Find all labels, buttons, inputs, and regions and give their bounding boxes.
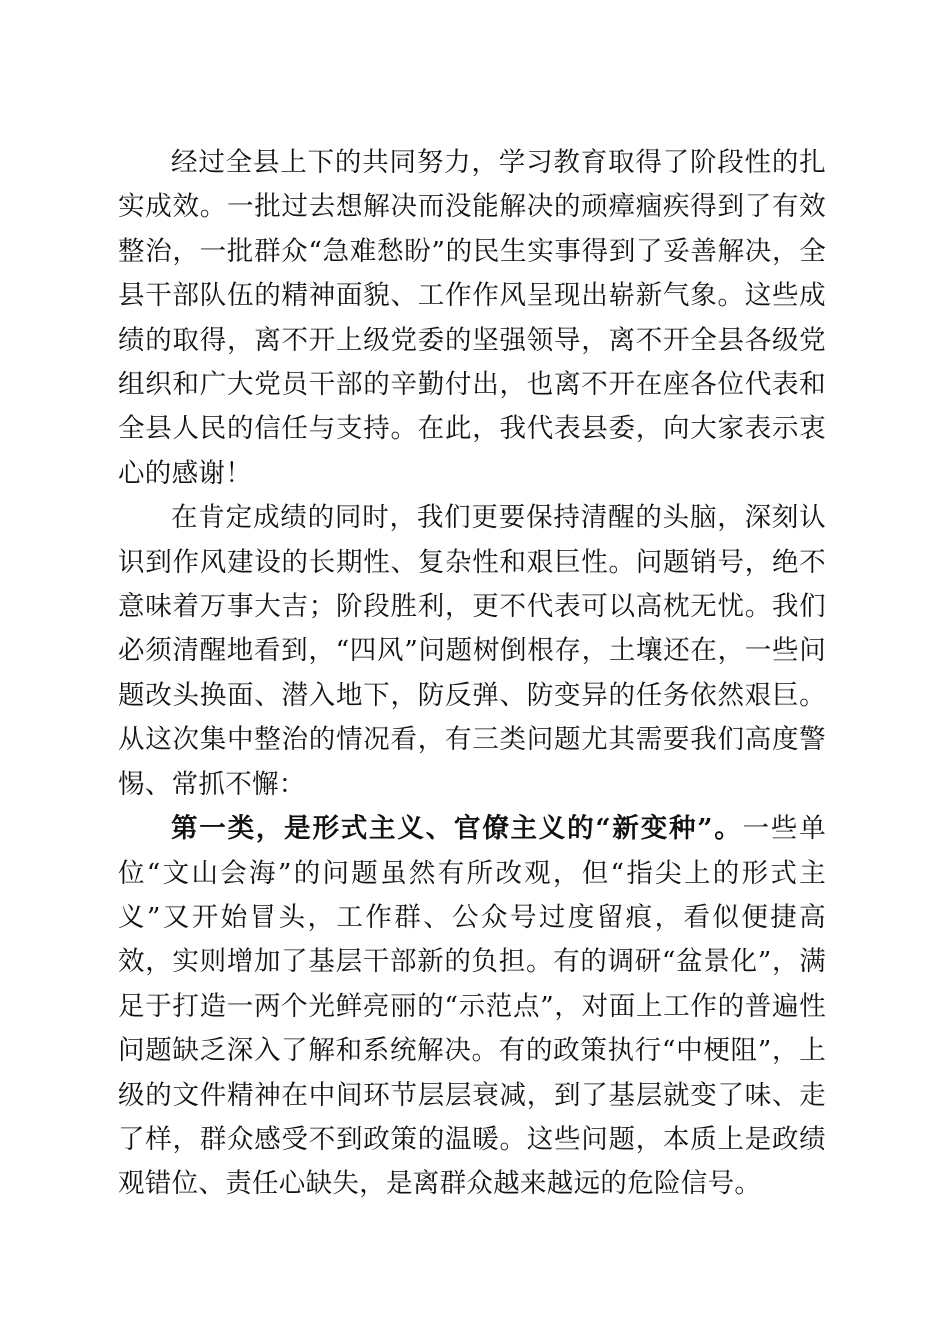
paragraph-text: 一些单位“文山会海”的问题虽然有所改观，但“指尖上的形式主义”又开始冒头，工作群、公众号过度留痕，看似便捷高效，实则增加了基层干部新的负担。有的调研“盆景化”，满足于打造一两个光鲜亮丽的“示范点”，对面上工作的普遍性问题缺乏深入了解和系统解决。有的政策执行“中梗阻”，上级的文件精神在中间环节层层衰减，到了基层就变了味、走了样，群众感受不到政策的温暖。这些问题，本质上是政绩观错位、责任心缺失，是离群众越来越远的危险信号。	[118, 813, 826, 1200]
document-body	[118, 141, 826, 1207]
paragraph-achievements	[118, 141, 826, 496]
paragraph-text: 经过全县上下的共同努力，学习教育取得了阶段性的扎实成效。一批过去想解决而没能解决的顽瘴痼疾得到了有效整治，一批群众“急难愁盼”的民生实事得到了妥善解决，全县干部队伍的精神面貌、工作作风呈现出崭新气象。这些成绩的取得，离不开上级党委的坚强领导，离不开全县各级党组织和广大党员干部的辛勤付出，也离不开在座各位代表和全县人民的信任与支持。在此，我代表县委，向大家表示衷心的感谢！	[118, 147, 826, 489]
paragraph-lead-heading: 第一类，是形式主义、官僚主义的“新变种”。	[171, 813, 743, 845]
paragraph-first-category	[118, 807, 826, 1207]
paragraph-awareness	[118, 496, 826, 807]
paragraph-text: 在肯定成绩的同时，我们更要保持清醒的头脑，深刻认识到作风建设的长期性、复杂性和艰巨性。问题销号，绝不意味着万事大吉；阶段胜利，更不代表可以高枕无忧。我们必须清醒地看到，“四风”问题树倒根存，土壤还在，一些问题改头换面、潜入地下，防反弹、防变异的任务依然艰巨。从这次集中整治的情况看，有三类问题尤其需要我们高度警惕、常抓不懈：	[118, 502, 826, 800]
